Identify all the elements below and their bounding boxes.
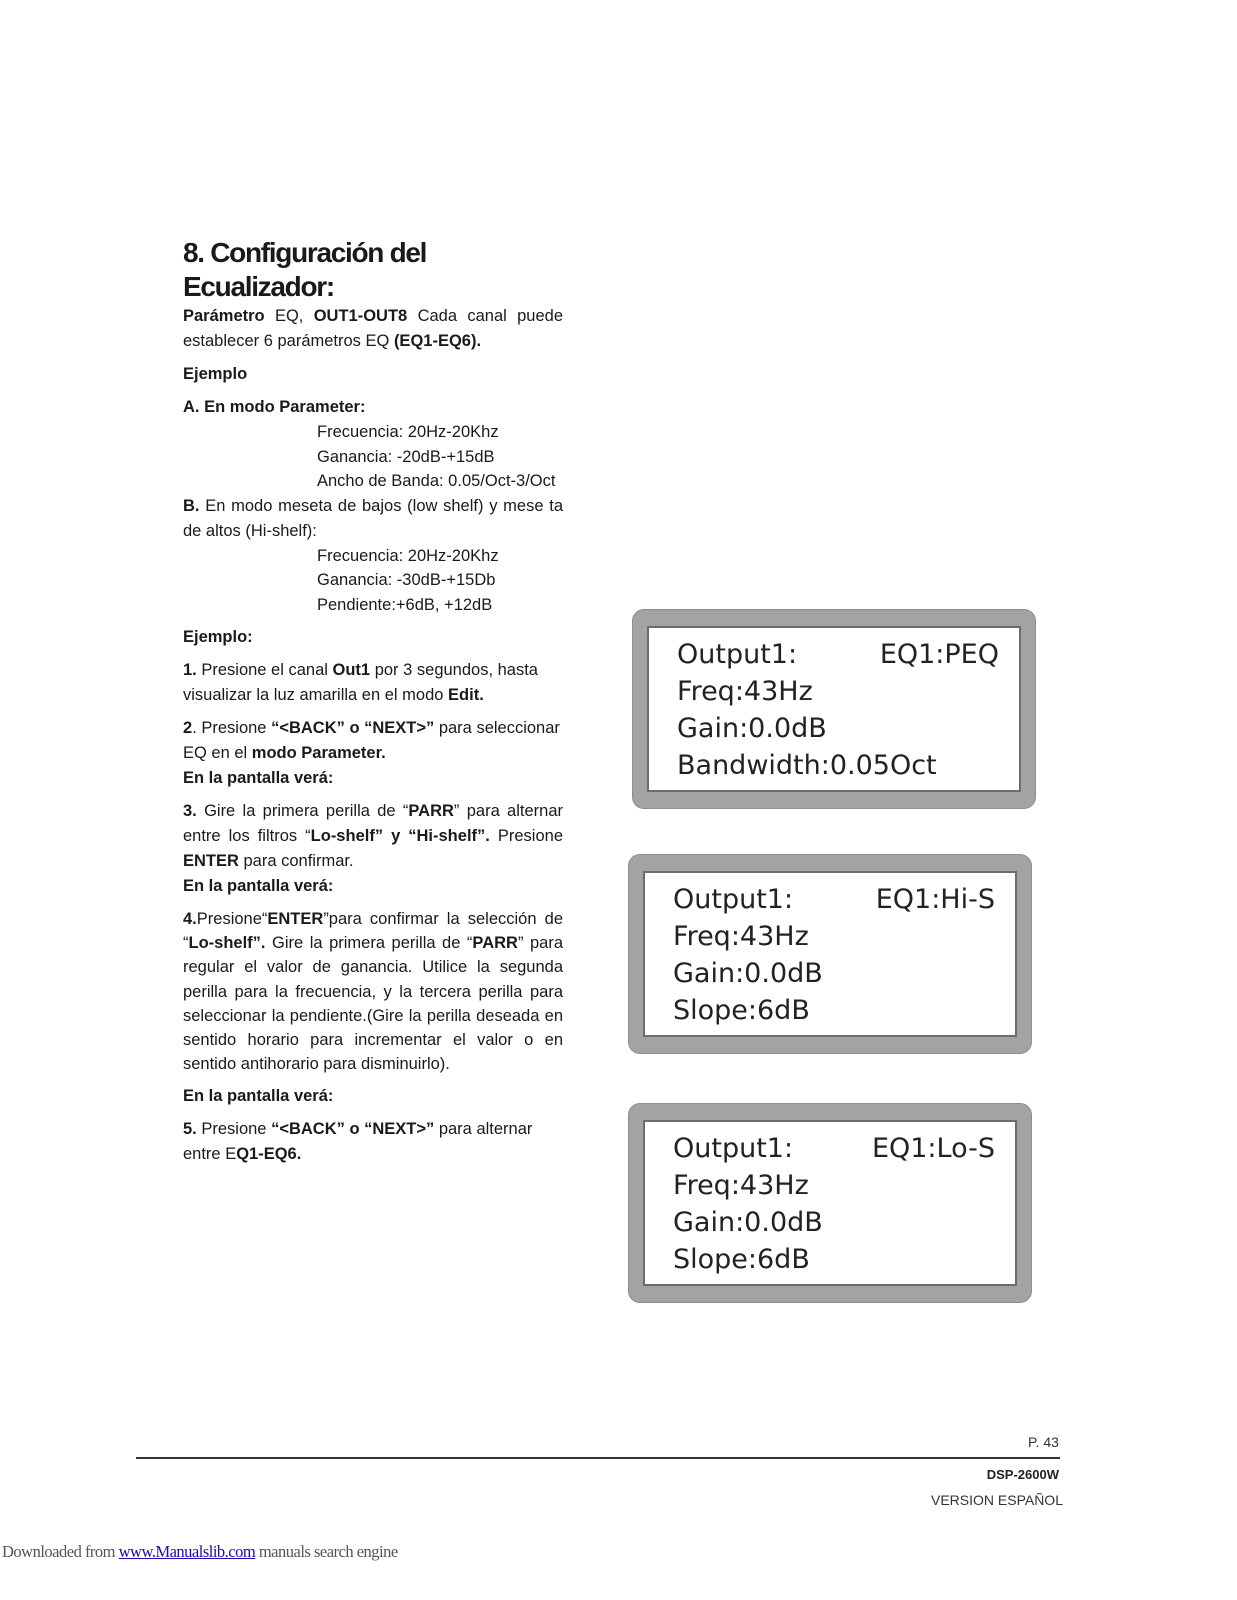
lcd-channel: Output1:: [673, 1133, 794, 1164]
screen-note-1-text: En la pantalla verá:: [183, 769, 334, 787]
step-5-bold-b: “<BACK” o “NEXT>”: [271, 1120, 435, 1139]
mode-a-line-3: Ancho de Banda: 0.05/Oct-3/Oct: [317, 472, 556, 490]
step-4-bold-f: PARR: [472, 934, 518, 953]
download-credit: [2, 1542, 398, 1562]
mode-b-text: En modo meseta de bajos (low shelf) y mese ta de altos (Hi-shelf):: [183, 496, 563, 540]
lcd-freq: Freq:43Hz: [677, 676, 813, 707]
step-3-number: 3.: [183, 802, 197, 820]
lcd-freq: Freq:43Hz: [673, 1170, 809, 1201]
mode-a-line-1: Frecuencia: 20Hz-20Khz: [317, 423, 499, 441]
lcd-row-gain: [677, 710, 999, 747]
lcd-screen-hi-shelf: [628, 854, 1032, 1054]
step-5-bold-d: Q1-EQ6.: [236, 1145, 302, 1164]
step-1: [183, 658, 563, 708]
step-3-text-a: Gire la primera perilla de “: [196, 802, 409, 820]
step-4-bold-b: ENTER: [267, 910, 324, 928]
lcd-slope: Slope:6dB: [673, 995, 810, 1026]
instructions-column: [183, 236, 563, 1167]
mode-b-paragraph: [183, 494, 563, 544]
screen-note-2: [183, 874, 563, 899]
mode-a-line-2: Ganancia: -20dB-+15dB: [317, 447, 495, 466]
download-credit-prefix: Downloaded from: [2, 1542, 119, 1561]
lcd-text: [673, 1130, 995, 1278]
step-1-text-a: Presione el canal: [196, 661, 333, 679]
step-1-text-c: por 3 segundos, hasta visualizar la luz amarilla en el modo: [183, 661, 538, 704]
step-1-number: 1.: [183, 661, 197, 679]
intro-paragraph: [183, 304, 563, 354]
step-3-text-c: ” para alternar entre los filtros “: [183, 802, 563, 845]
intro-bold-3: (EQ1-EQ6).: [393, 332, 482, 350]
step-2-bold-b: “<BACK” o “NEXT>”: [271, 719, 435, 737]
download-credit-suffix: manuals search engine: [255, 1542, 398, 1561]
lcd-row-freq: [677, 673, 999, 710]
mode-a-title-text: A. En modo Parameter:: [183, 398, 366, 416]
lcd-row-gain: [673, 1204, 995, 1241]
lcd-gain: Gain:0.0dB: [673, 1207, 823, 1238]
step-2-text-c: para seleccionar EQ en el: [183, 719, 560, 762]
step-4: [183, 907, 563, 1076]
lcd-channel: Output1:: [677, 639, 798, 670]
screen-note-3-text: En la pantalla verá:: [183, 1087, 334, 1106]
lcd-row-bandwidth: [677, 747, 999, 784]
lcd-display: [643, 871, 1017, 1037]
lcd-freq: Freq:43Hz: [673, 921, 809, 952]
lcd-gain: Gain:0.0dB: [677, 713, 827, 744]
lcd-row-header: [673, 881, 995, 918]
lcd-eq: EQ1:PEQ: [879, 639, 999, 670]
step-3-bold-d: Lo-shelf” y “Hi-shelf”.: [310, 827, 490, 845]
example2-label-text: Ejemplo:: [183, 628, 253, 646]
step-5-text-c: para alternar entre E: [183, 1120, 533, 1164]
intro-bold-1: Parámetro: [183, 307, 265, 325]
lcd-text: [673, 881, 995, 1029]
screen-note-2-text: En la pantalla verá:: [183, 877, 334, 895]
lcd-row-freq: [673, 918, 995, 955]
example2-label: [183, 625, 563, 650]
step-5-text-a: Presione: [196, 1120, 272, 1139]
step-5-number: 5.: [183, 1120, 197, 1139]
step-3-text-g: para confirmar.: [238, 852, 354, 870]
screen-note-3: [183, 1084, 563, 1109]
step-4-text-c: ”para confirmar la selección de “: [183, 910, 563, 953]
lcd-row-header: [673, 1130, 995, 1167]
intro-bold-2: OUT1-OUT8: [313, 307, 408, 325]
mode-a-title: [183, 395, 563, 420]
step-3-text-e: Presione: [489, 827, 563, 845]
step-1-bold-b: Out1: [332, 661, 371, 679]
lcd-gain: Gain:0.0dB: [673, 958, 823, 989]
step-5: [183, 1117, 563, 1167]
lcd-bandwidth: Bandwidth:0.05Oct: [677, 750, 937, 781]
lcd-eq: EQ1:Lo-S: [871, 1133, 995, 1164]
step-2-text-a: . Presione: [192, 719, 272, 737]
step-1-bold-d: Edit.: [448, 686, 484, 704]
step-4-number: 4.: [183, 910, 197, 928]
step-3: [183, 799, 563, 874]
lcd-slope: Slope:6dB: [673, 1244, 810, 1275]
step-2-number: 2: [183, 719, 193, 737]
lcd-row-slope: [673, 992, 995, 1029]
step-2-bold-d: modo Parameter.: [251, 744, 386, 762]
mode-b-line-2: Ganancia: -30dB-+15Db: [317, 571, 496, 589]
mode-b-line-3: Pendiente:+6dB, +12dB: [317, 595, 493, 614]
lcd-screen-lo-shelf: [628, 1103, 1032, 1303]
intro-text-2: Cada canal puede establecer 6 parámetros EQ: [183, 307, 564, 350]
lcd-channel: Output1:: [673, 884, 794, 915]
step-4-text-a: Presione“: [196, 910, 268, 928]
step-3-bold-f: ENTER: [183, 852, 239, 870]
lcd-text: [677, 636, 999, 784]
lcd-row-gain: [673, 955, 995, 992]
lcd-display: [643, 1120, 1017, 1286]
lcd-row-slope: [673, 1241, 995, 1278]
lcd-row-freq: [673, 1167, 995, 1204]
step-4-text-g: ” para regular el valor de ganancia. Utilice la segunda perilla para la frecuencia, y la tercera perilla para seleccionar la pendiente.(Gire la perilla deseada en sentido horario para incrementar el valor o en sentido antihorario para disminuirlo).: [183, 934, 563, 1074]
lcd-screen-peq: [632, 609, 1036, 809]
step-4-bold-d: Lo-shelf”.: [188, 934, 266, 953]
intro-text-1: EQ,: [264, 307, 314, 325]
section-heading: 8. Configuración del Ecualizador:: [183, 237, 427, 302]
lcd-row-header: [677, 636, 999, 673]
step-4-text-e: Gire la primera perilla de “: [265, 934, 473, 953]
footer-divider: [136, 1457, 1060, 1459]
manualslib-link[interactable]: www.Manualslib.com: [118, 1542, 256, 1561]
model-name: DSP-2600W: [986, 1467, 1059, 1482]
example-label-text: Ejemplo: [183, 365, 248, 383]
screen-note-1: [183, 766, 563, 791]
step-2: [183, 716, 563, 766]
mode-b-line-1: Frecuencia: 20Hz-20Khz: [317, 546, 499, 565]
step-3-bold-b: PARR: [408, 802, 454, 820]
lcd-eq: EQ1:Hi-S: [875, 884, 995, 915]
lcd-display: [647, 626, 1021, 792]
example-label: [183, 362, 563, 387]
page-number: P. 43: [1028, 1434, 1059, 1450]
language-version: VERSION ESPAÑOL: [930, 1492, 1063, 1508]
mode-b-bold: B.: [183, 496, 200, 515]
